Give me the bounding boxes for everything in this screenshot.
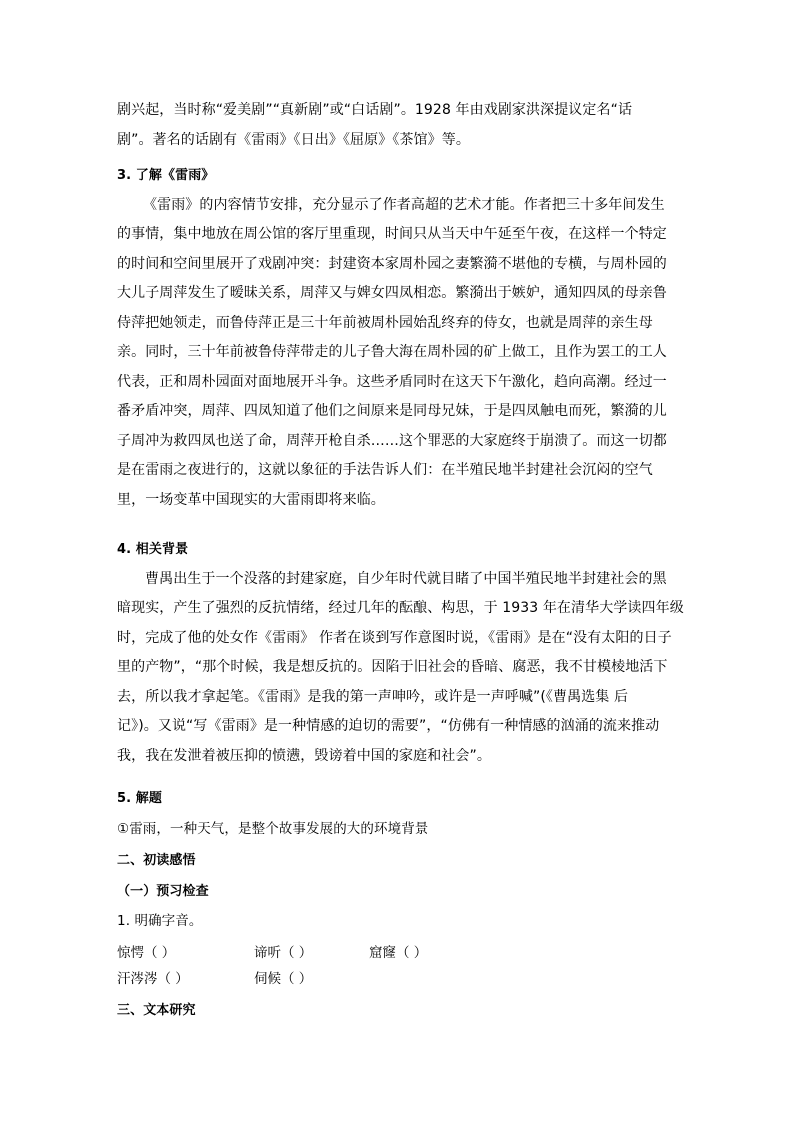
paragraph-line: 记》)。又说“写《雷雨》是一种情感的迫切的需要”，“仿佛有一种情感的汹涌的流来推动: [117, 718, 660, 734]
paragraph-line: 侍萍把她领走，而鲁侍萍正是三十年前被周朴园始乱终弃的侍女，也就是周萍的亲生母: [117, 314, 653, 331]
intro-line: 剧”。著名的话剧有《雷雨》《日出》《屈原》《茶馆》等。: [117, 131, 470, 148]
paragraph-line: 去，所以我才拿起笔。《雷雨》是我的第一声呻吟，或许是一声呼喊”(《曹禺选集 后: [117, 688, 629, 705]
pinyin-blank-item: 汗涔涔（ ）: [117, 971, 189, 987]
paragraph-line: 的时间和空间里展开了戏剧冲突：封建资本家周朴园之妻繁漪不堪他的专横，与周朴园的: [117, 255, 667, 272]
paragraph-line: 是在雷雨之夜进行的，这就以象征的手法告诉人们：在半殖民地半封建社会沉闷的空气: [117, 462, 653, 478]
paragraph-line: 《雷雨》的内容情节安排，充分显示了作者高超的艺术才能。作者把三十多年间发生: [143, 196, 665, 213]
section-heading: 3. 了解《雷雨》: [117, 168, 215, 183]
pinyin-blank-item: 窟窿（ ）: [369, 945, 428, 961]
sub-heading: （一）预习检查: [117, 883, 209, 899]
paragraph-line: 里，一场变革中国现实的大雷雨即将来临。: [117, 491, 385, 508]
section-4: [117, 535, 684, 771]
paragraph-line: 暗现实，产生了强烈的反抗情绪，经过几年的酝酿、构思，于 1933 年在清华大学读四年级: [117, 600, 684, 616]
section-3: [117, 161, 677, 515]
question-label: 1. 明确字音。: [117, 913, 203, 929]
pinyin-blank-item: 惊愕（ ）: [117, 945, 176, 961]
paragraph-line: 里的产物”，“那个时候，我是想反抗的。因陷于旧社会的昏暗、腐恶，我不甘模棱地活下: [117, 659, 668, 675]
pinyin-blank-item: 谛听（ ）: [254, 945, 313, 961]
intro-line: 剧兴起，当时称“爱美剧”“真新剧”或“白话剧”。1928 年由戏剧家洪深提议定名“话: [117, 102, 633, 118]
part-heading: 二、初读感悟: [117, 853, 196, 868]
paragraph-line: ①雷雨，一种天气，是整个故事发展的大的环境背景: [117, 820, 429, 837]
paragraph-line: 时，完成了他的处女作《雷雨》 作者在谈到写作意图时说，《雷雨》是在“没有太阳的日子: [117, 629, 672, 646]
paragraph-line: 曹禺出生于一个没落的封建家庭，自少年时代就目睹了中国半殖民地半封建社会的黑: [145, 570, 667, 587]
section-heading: 5. 解题: [117, 791, 163, 806]
paragraph-line: 亲。同时，三十年前被鲁侍萍带走的儿子鲁大海在周朴园的矿上做工，且作为罢工的工人: [117, 344, 667, 360]
pinyin-blank-item: 伺候（ ）: [254, 971, 313, 987]
paragraph-line: 番矛盾冲突，周萍、四凤知道了他们之间原来是同母兄妹，于是四凤触电而死，繁漪的儿: [117, 403, 667, 419]
part-heading: 三、文本研究: [117, 1003, 196, 1018]
section-heading: 4. 相关背景: [117, 542, 189, 557]
paragraph-line: 子周冲为救四凤也送了命，周萍开枪自杀……这个罪恶的大家庭终于崩溃了。而这一切都: [117, 432, 667, 449]
paragraph-line: 大儿子周萍发生了暧昧关系，周萍又与婢女四凤相恋。繁漪出于嫉妒，通知四凤的母亲鲁: [117, 285, 667, 301]
part-2: [117, 846, 677, 936]
part-3: [117, 996, 677, 1026]
intro-paragraph: [117, 96, 677, 155]
section-5: [117, 784, 677, 844]
paragraph-line: 的事情，集中地放在周公馆的客厅里重现，时间只从当天中午延至午夜，在这样一个特定: [117, 226, 667, 242]
paragraph-line: 代表，正和周朴园面对面地展开斗争。这些矛盾同时在这天下午激化，趋向高潮。经过一: [117, 373, 667, 390]
paragraph-line: 我，我在发泄着被压抑的愤懑，毁谤着中国的家庭和社会”。: [117, 747, 491, 764]
